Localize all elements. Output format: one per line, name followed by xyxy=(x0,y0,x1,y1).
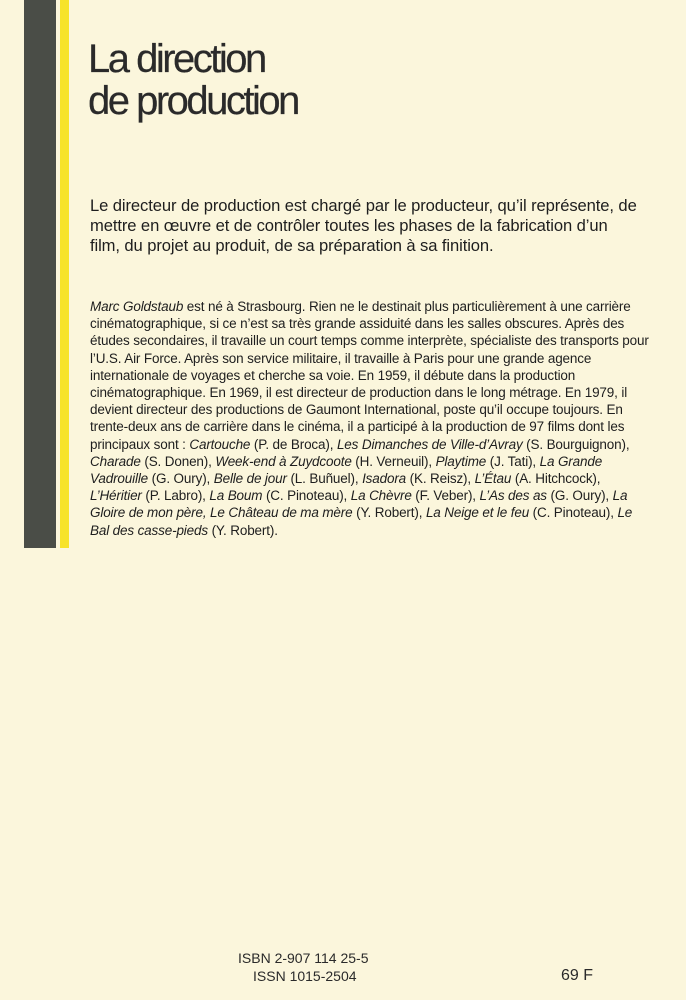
price: 69 F xyxy=(561,967,594,984)
film-credit: (S. Bourguignon), xyxy=(522,436,630,452)
film-credit: (C. Pinoteau), xyxy=(529,505,618,521)
film-title: Charade xyxy=(90,453,141,469)
film-title: La Gloire de mon père, Le Château de ma mère xyxy=(90,488,628,521)
film-title: La Grande Vadrouille xyxy=(90,453,603,487)
title-line-2: de production xyxy=(88,79,298,123)
film-credit: (S. Donen), xyxy=(140,453,216,469)
film-title: Playtime xyxy=(435,453,487,469)
film-credit: (Y. Robert). xyxy=(207,522,278,538)
film-title: Belle de jour xyxy=(213,471,287,487)
film-title: La Chèvre xyxy=(350,488,412,504)
film-title: La Boum xyxy=(209,488,263,504)
film-credit: (P. Labro), xyxy=(141,488,210,504)
bio-intro: est né à Strasbourg. Rien ne le destinait plus particulièrement à une carrière cinématographique, si ce n’est sa très grande assiduité dans les salles obscures. Après des études secondaires, il travaille un court temps comme interprète, spécialiste des transports pour l’U.S. Air Force. Après son service militaire, il travaille à Paris pour une grande agence internationale de voyages et cherche sa voie. En 1959, il débute dans la production cinématographique. En 1969, il est directeur de production dans le long métrage. En 1979, il devient directeur des productions de Gaumont International, poste qu’il occupe toujours. En trente-deux ans de carrière dans le cinéma, il a participé à la production de 97 films dont les principaux sont : xyxy=(90,299,649,452)
film-title: Cartouche xyxy=(189,436,251,452)
issn-number: ISSN 1015-2504 xyxy=(253,968,357,984)
dark-vertical-bar xyxy=(24,0,56,548)
film-credit: (C. Pinoteau), xyxy=(262,488,351,504)
film-title: Isadora xyxy=(362,471,407,487)
film-credit: (G. Oury), xyxy=(546,488,613,504)
film-credit: (G. Oury), xyxy=(148,471,214,487)
film-title: Le Bal des casse-pieds xyxy=(90,505,633,538)
film-credit: (L. Buñuel), xyxy=(286,471,363,487)
film-credit: (H. Verneuil), xyxy=(351,453,436,469)
film-title: L’As des as xyxy=(479,488,547,504)
author-name: Marc Goldstaub xyxy=(90,299,184,314)
film-title: Les Dimanches de Ville-d’Avray xyxy=(336,436,523,452)
title-line-1: La direction xyxy=(88,37,265,81)
page-title xyxy=(88,38,298,122)
lead-paragraph: Le directeur de production est chargé par le producteur, qu’il représente, de mettre en œuvre et de contrôler toutes les phases de la fabrication d’un film, du projet au produit, de sa préparation à sa finition. xyxy=(90,196,637,255)
film-credit: (J. Tati), xyxy=(486,453,540,469)
film-credit: (K. Reisz), xyxy=(406,471,475,487)
isbn-number: ISBN 2-907 114 25-5 xyxy=(238,950,369,966)
author-biography xyxy=(90,298,650,539)
film-credit: (A. Hitchcock), xyxy=(511,471,601,487)
film-title: Week-end à Zuydcoote xyxy=(215,453,352,469)
film-title: La Neige et le feu xyxy=(425,505,530,521)
film-credit: (Y. Robert), xyxy=(352,505,426,521)
isbn-block xyxy=(238,949,369,985)
film-credit: (P. de Broca), xyxy=(250,436,337,452)
film-credit: (F. Veber), xyxy=(411,488,480,504)
yellow-vertical-bar xyxy=(60,0,69,548)
film-title: L’Étau xyxy=(474,471,512,487)
film-title: L’Héritier xyxy=(90,488,142,504)
